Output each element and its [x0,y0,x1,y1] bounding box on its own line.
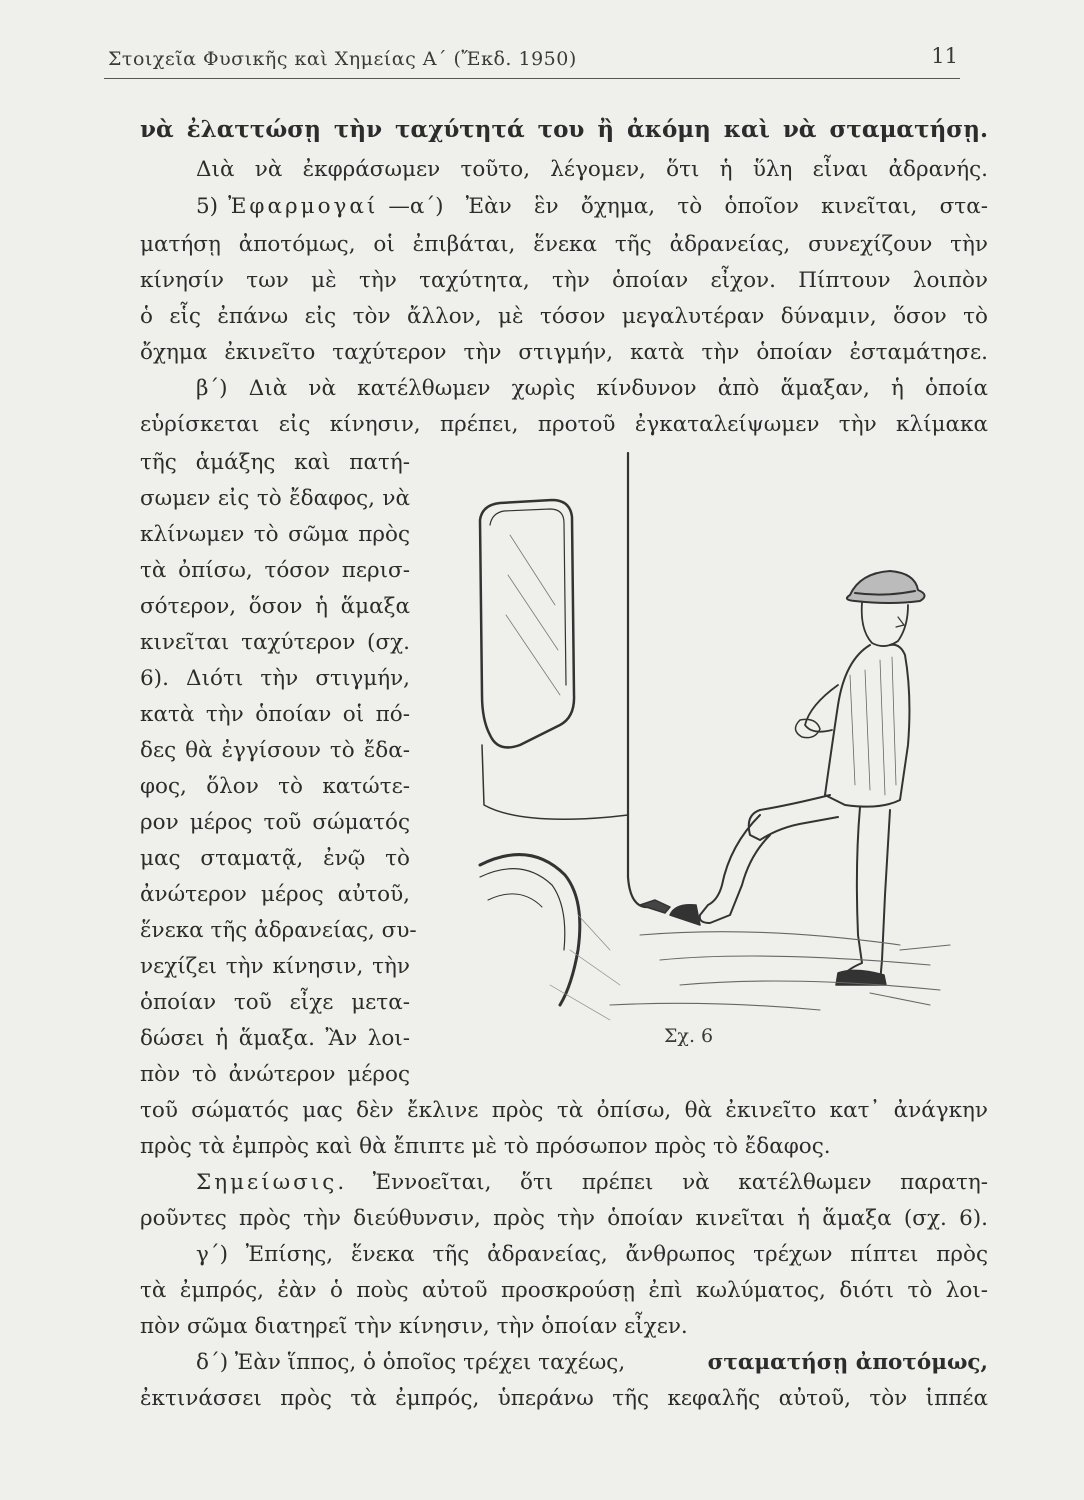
text-segment: —α΄) Ἐὰν ἓν ὄχημα, τὸ ὁποῖον κινεῖται, στα- [388,194,988,219]
text-line: κίνησίν των μὲ τὴν ταχύτητα, τὴν ὁποίαν εἶχον. Πίπτουν λοιπὸν [140,268,988,293]
text-line: ρον μέρος τοῦ σώματός [140,810,410,835]
page-number: 11 [931,44,958,68]
text-line: δώσει ἡ ἅμαξα. Ἂν λοι- [140,1026,410,1051]
text-segment: δ΄) Ἐὰν ἵππος, ὁ ὁποῖος τρέχει ταχέως, [196,1350,626,1375]
text-line: τὰ ἐμπρός, ἐὰν ὁ ποὺς αὐτοῦ προσκρούσῃ ἐπὶ κωλύματος, διότι τὸ λοι- [140,1278,988,1303]
text-line: πρὸς τὰ ἐμπρὸς καὶ θὰ ἔπιπτε μὲ τὸ πρόσωπον πρὸς τὸ ἔδαφος. [140,1134,831,1159]
text-line: ἀνώτερον μέρος αὐτοῦ, [140,882,410,907]
note-heading: Σημείωσις [196,1170,338,1195]
text-line-horse [196,1352,988,1374]
text-line: 6). Διότι τὴν στιγμήν, [140,666,410,691]
text-line: ροῦντες πρὸς τὴν διεύθυνσιν, πρὸς τὴν ὁποίαν κινεῖται ἡ ἅμαξα (σχ. 6). [140,1206,988,1231]
text-line: μας σταματᾷ, ἐνῷ τὸ [140,846,410,871]
text-line: πὸν σῶμα διατηρεῖ τὴν κίνησιν, τὴν ὁποίαν εἶχεν. [140,1314,688,1339]
text-line: φος, ὅλον τὸ κατώτε- [140,774,410,799]
running-header [104,44,960,79]
text-line: τὰ ὀπίσω, τόσον περισ- [140,558,410,583]
text-line: ὁ εἷς ἐπάνω εἰς τὸν ἄλλον, μὲ τόσον μεγαλυτέραν δύναμιν, ὅσον τὸ [140,304,988,329]
text-line: τοῦ σώματός μας δὲν ἔκλινε πρὸς τὰ ὀπίσω, θὰ ἐκινεῖτο κατ᾽ ἀνάγκην [140,1098,988,1123]
text-line: ἐκτινάσσει πρὸς τὰ ἐμπρός, ὑπεράνω τῆς κεφαλῆς αὐτοῦ, τὸν ἱππέα [140,1386,988,1411]
text-segment: . Ἐννοεῖται, ὅτι πρέπει νὰ κατέλθωμεν παρατη- [337,1170,988,1195]
text-line: ὁποίαν τοῦ εἶχε μετα- [140,990,410,1015]
text-line: πὸν τὸ ἀνώτερον μέρος [140,1062,410,1087]
book-title: Στοιχεῖα Φυσικῆς καὶ Χημείας Α΄ (Ἔκδ. 1950) [108,48,577,70]
text-line: σωμεν εἰς τὸ ἔδαφος, νὰ [140,486,410,511]
text-line: κατὰ τὴν ὁποίαν οἱ πό- [140,702,410,727]
text-line: ὄχημα ἐκινεῖτο ταχύτερον τὴν στιγμήν, κατὰ τὴν ὁποίαν ἐσταμάτησε. [140,340,988,365]
text-line: τῆς ἁμάξης καὶ πατή- [140,450,410,475]
text-line: δες θὰ ἐγγίσουν τὸ ἔδα- [140,738,410,763]
text-line: εὑρίσκεται εἰς κίνησιν, πρέπει, προτοῦ ἐγκαταλείψωμεν τὴν κλίμακα [140,412,988,437]
text-line: κλίνωμεν τὸ σῶμα πρὸς [140,522,410,547]
text-line: γ΄) Ἐπίσης, ἕνεκα τῆς ἀδρανείας, ἄνθρωπος τρέχων πίπτει πρὸς [196,1242,988,1267]
section-number: 5) [196,194,219,219]
text-line: νεχίζει τὴν κίνησιν, τὴν [140,954,410,979]
text-line-note [196,1172,988,1194]
bold-phrase: σταματήσῃ ἀποτόμως, [707,1350,988,1375]
text-line-applications [196,196,988,218]
text-line: κινεῖται ταχύτερον (σχ. [140,630,410,655]
text-line: ματήσῃ ἀποτόμως, οἱ ἐπιβάται, ἕνεκα τῆς ἀδρανείας, συνεχίζουν τὴν [140,232,988,257]
section-heading: Ἐφαρμογαί [228,194,379,219]
text-line: σότερον, ὅσον ἡ ἅμαξα [140,594,410,619]
figure-caption: Σχ. 6 [664,1025,714,1047]
text-line: β΄) Διὰ νὰ κατέλθωμεν χωρὶς κίνδυνον ἀπὸ ἅμαξαν, ἡ ὁποία [196,376,988,401]
text-line: ἕνεκα τῆς ἀδρανείας, συ- [140,918,417,943]
text-line: νὰ ἐλαττώσῃ τὴν ταχύτητά του ἢ ἀκόμη καὶ νὰ σταματήσῃ. [140,116,988,143]
text-line: Διὰ νὰ ἐκφράσωμεν τοῦτο, λέγομεν, ὅτι ἡ ὕλη εἶναι ἀδρανής. [196,157,988,182]
figure-illustration [460,445,980,1035]
